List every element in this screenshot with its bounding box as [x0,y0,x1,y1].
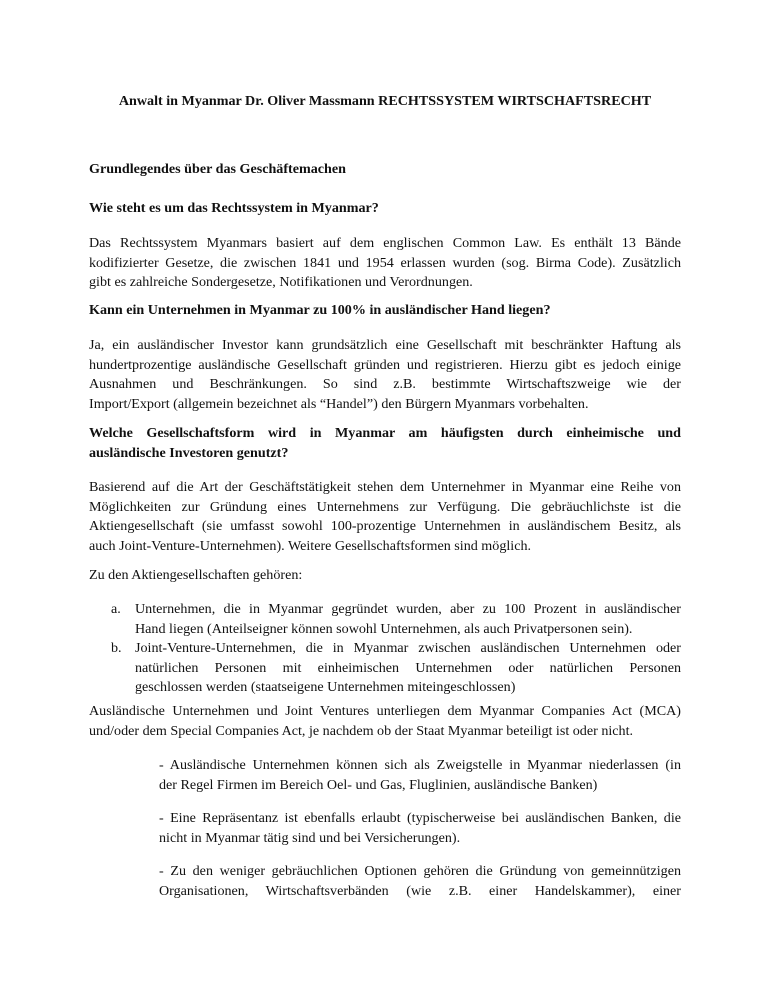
dash-line: - Eine Repräsentanz ist ebenfalls erlaubt (typischerweise bei ausländischen Banken, die [159,810,681,826]
question-heading-3 [89,424,681,463]
dash-list-item [159,756,681,795]
question-heading-2: Kann ein Unternehmen in Myanmar zu 100% in ausländischer Hand liegen? [89,302,551,318]
paragraph-stock-companies-intro: Zu den Aktiengesellschaften gehören: [89,567,303,583]
dash-line: Organisationen, Wirtschaftsverbänden (wie z.B. einer Handelskammer), einer [159,882,681,899]
list-item-text [135,639,681,698]
heading-line: Welche Gesellschaftsform wird in Myanmar am häufigsten durch einheimische und [89,425,681,441]
paragraph-company-forms [89,478,681,556]
paragraph-foreign-ownership [89,336,681,414]
paragraph-line: auch Joint-Venture-Unternehmen). Weitere Gesellschaftsformen sind möglich. [89,537,532,554]
dash-list-item [159,862,681,901]
paragraph-line: kodifizierter Gesetze, die zwischen 1841 und 1954 erlassen wurden (sog. Birma Code). Zusätzlich [89,254,681,271]
list-line: geschlossen werden (staatseigene Unternehmen miteingeschlossen) [135,679,516,696]
list-line: Joint-Venture-Unternehmen, die in Myanmar zwischen ausländischen Unternehmen oder [135,640,681,656]
dash-line: der Regel Firmen im Bereich Oel- und Gas, Fluglinien, ausländische Banken) [159,776,598,793]
paragraph-line: Basierend auf die Art der Geschäftstätigkeit stehen dem Unternehmer in Myanmar eine Reihe von [89,479,681,495]
paragraph-line: gibt es zahlreiche Sondergesetze, Notifikationen und Verordnungen. [89,274,473,291]
paragraph-line: Import/Export (allgemein bezeichnet als “Handel”) den Bürgern Myanmars vorbehalten. [89,395,589,412]
paragraph-line: Möglichkeiten zur Gründung eines Unternehmens zur Verfügung. Die gebräuchlichste ist die [89,498,681,515]
paragraph-line: Ausländische Unternehmen und Joint Ventures unterliegen dem Myanmar Companies Act (MCA) [89,703,681,719]
list-line: Hand liegen (Anteilseigner können sowohl Unternehmen, als auch Privatpersonen sein). [135,620,633,637]
dash-line: - Zu den weniger gebräuchlichen Optionen gehören die Gründung von gemeinnützigen [159,863,681,879]
list-line: natürlichen Personen mit einheimischen Unternehmen oder natürlichen Personen [135,659,681,676]
document-title: Anwalt in Myanmar Dr. Oliver Massmann RECHTSSYSTEM WIRTSCHAFTSRECHT [118,93,652,109]
paragraph-line: Aktiengesellschaft (sie umfasst sowohl 100-prozentige Unternehmen in ausländischem Besitz, als [89,518,681,535]
paragraph-companies-act [89,702,681,741]
list-marker: b. [111,640,122,656]
section-heading: Grundlegendes über das Geschäftemachen [89,161,346,177]
dash-line: nicht in Myanmar tätig sind und bei Versicherungen). [159,829,461,846]
list-marker: a. [111,601,121,617]
dash-line: - Ausländische Unternehmen können sich als Zweigstelle in Myanmar niederlassen (in [159,757,681,773]
dash-list-item [159,809,681,848]
paragraph-line: und/oder dem Special Companies Act, je nachdem ob der Staat Myanmar beteiligt ist oder nicht. [89,722,634,739]
paragraph-line: Das Rechtssystem Myanmars basiert auf dem englischen Common Law. Es enthält 13 Bände [89,235,681,251]
list-line: Unternehmen, die in Myanmar gegründet wurden, aber zu 100 Prozent in ausländischer [135,601,681,617]
paragraph-line: Ja, ein ausländischer Investor kann grundsätzlich eine Gesellschaft mit beschränkter Haftung als [89,337,681,353]
paragraph-legal-system [89,234,681,293]
question-heading-1: Wie steht es um das Rechtssystem in Myanmar? [89,200,379,216]
paragraph-line: Ausnahmen und Beschränkungen. So sind z.B. bestimmte Wirtschaftszweige wie der [89,376,681,393]
heading-line: ausländische Investoren genutzt? [89,444,289,461]
paragraph-line: hundertprozentige ausländische Gesellschaft gründen und registrieren. Hierzu gibt es jedoch einige [89,356,681,373]
list-item-text [135,600,681,639]
